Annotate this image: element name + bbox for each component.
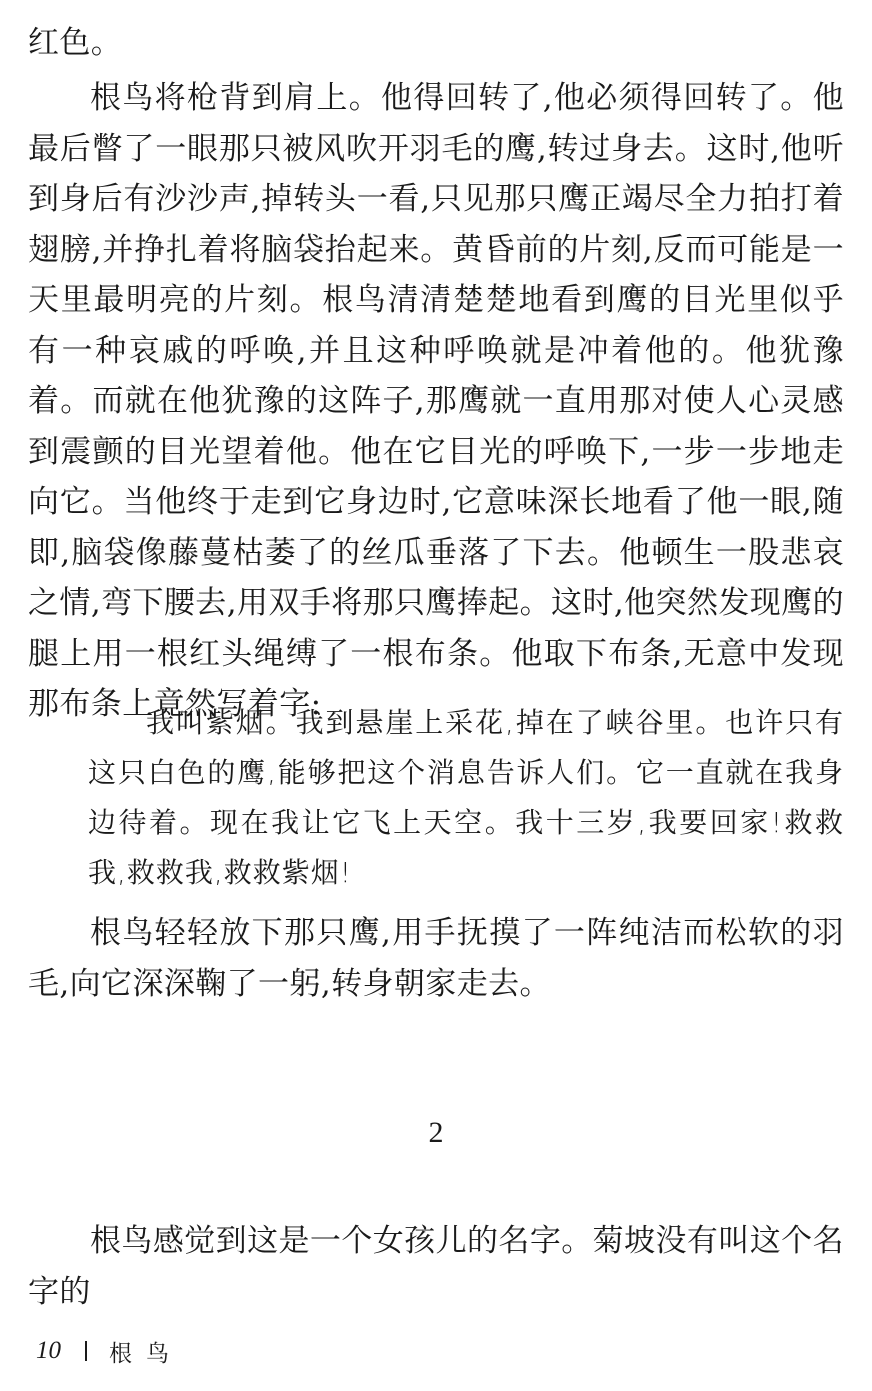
footer-divider	[85, 1341, 87, 1361]
page-footer	[36, 1333, 183, 1369]
paragraph-continuation: 红色。	[28, 25, 123, 61]
section-number: 2	[428, 1116, 444, 1149]
running-title: 根鸟	[109, 1340, 183, 1367]
cloth-note-quote: 我叫紫烟。我到悬崖上采花,掉在了峡谷里。也许只有这只白色的鹰,能够把这个消息告诉人们。它一直就在我身边待着。现在我让它飞上天空。我十三岁,我要回家!救救我,救救我,救救紫烟!	[88, 706, 844, 889]
paragraph-eagle-encounter: 根鸟将枪背到肩上。他得回转了,他必须得回转了。他最后瞥了一眼那只被风吹开羽毛的鹰,转过身去。这时,他听到身后有沙沙声,掉转头一看,只见那只鹰正竭尽全力拍打着翅膀,并挣扎着将脑袋抬起来。黄昏前的片刻,反而可能是一天里最明亮的片刻。根鸟清清楚楚地看到鹰的目光里似乎有一种哀戚的呼唤,并且这种呼唤就是冲着他的。他犹豫着。而就在他犹豫的这阵子,那鹰就一直用那对使人心灵感到震颤的目光望着他。他在它目光的呼唤下,一步一步地走向它。当他终于走到它身边时,它意味深长地看了他一眼,随即,脑袋像藤蔓枯萎了的丝瓜垂落了下去。他顿生一股悲哀之情,弯下腰去,用双手将那只鹰捧起。这时,他突然发现鹰的腿上用一根红头绳缚了一根布条。他取下布条,无意中发现那布条上竟然写着字:	[28, 80, 844, 722]
page-number: 10	[36, 1337, 61, 1364]
paragraph-bow-to-eagle: 根鸟轻轻放下那只鹰,用手抚摸了一阵纯洁而松软的羽毛,向它深深鞠了一躬,转身朝家走去。	[28, 915, 844, 1002]
paragraph-girl-name: 根鸟感觉到这是一个女孩儿的名字。菊坡没有叫这个名字的	[28, 1223, 844, 1310]
